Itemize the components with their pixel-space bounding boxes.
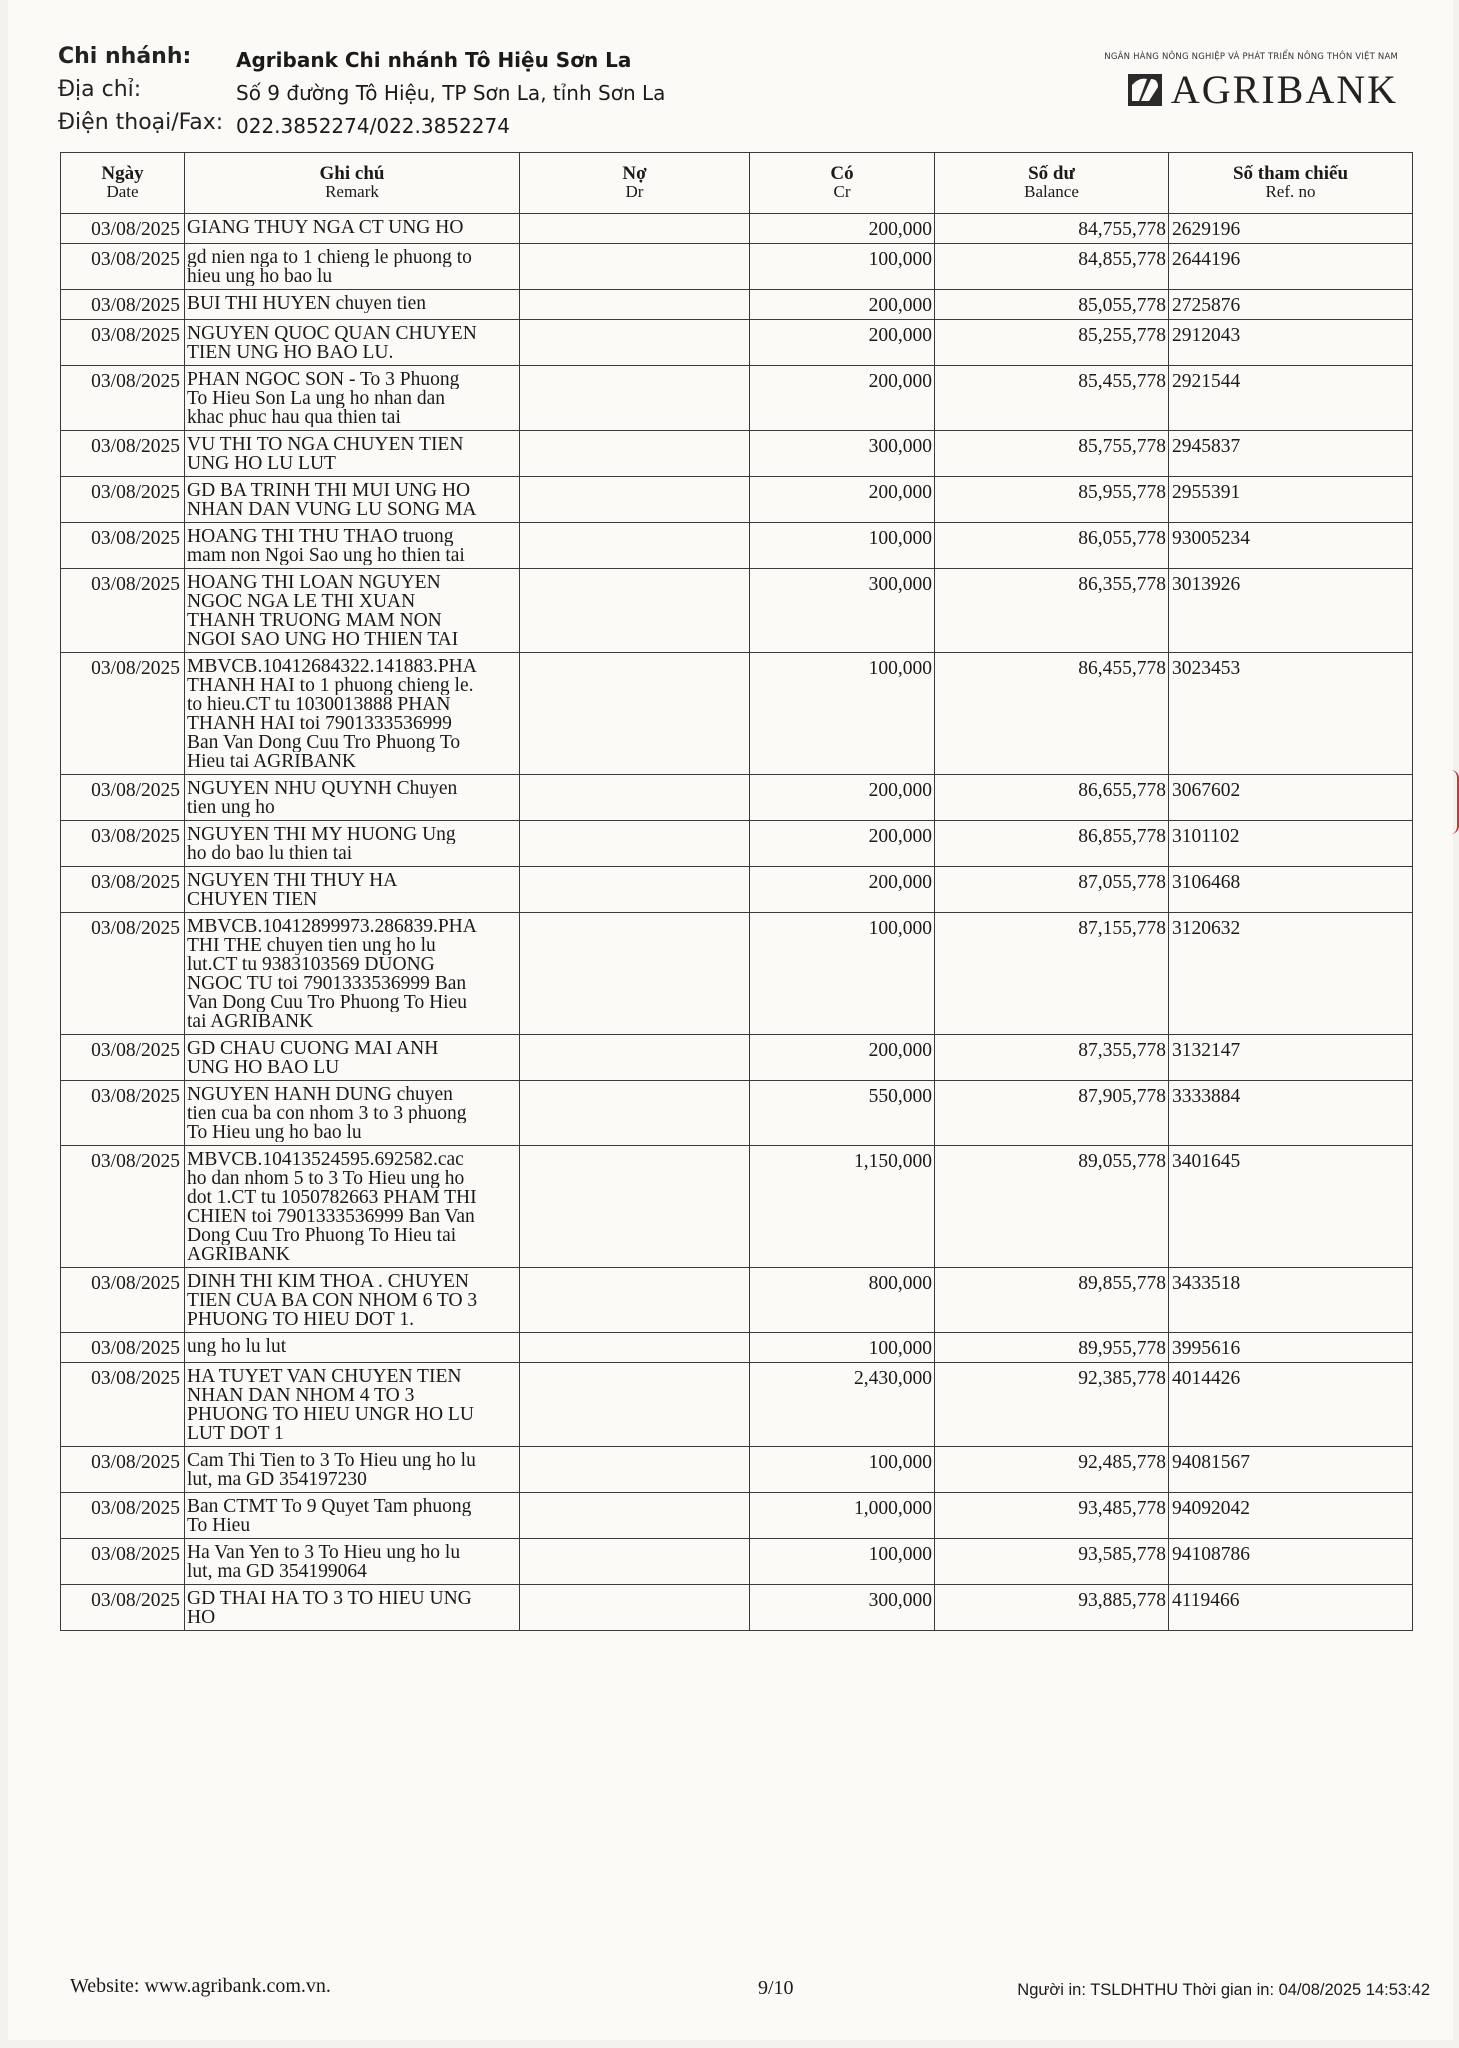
cell-dr <box>520 775 750 821</box>
cell-remark <box>185 431 520 477</box>
cell-date: 03/08/2025 <box>61 477 185 523</box>
cell-dr <box>520 913 750 1035</box>
remark-line: Cam Thi Tien to 3 To Hieu ung ho lu <box>187 1451 476 1470</box>
cell-dr <box>520 1035 750 1081</box>
cell-date: 03/08/2025 <box>61 431 185 477</box>
branch-value: Agribank Chi nhánh Tô Hiệu Sơn La <box>236 48 632 72</box>
cell-dr <box>520 1585 750 1631</box>
cell-dr <box>520 1081 750 1146</box>
header-values <box>236 48 665 147</box>
remark-line: NHAN DAN NHOM 4 TO 3 <box>187 1386 415 1405</box>
cell-remark <box>185 290 520 320</box>
cell-balance: 87,155,778 <box>935 913 1169 1035</box>
cell-remark <box>185 214 520 244</box>
cell-date: 03/08/2025 <box>61 214 185 244</box>
table-row <box>61 214 1413 244</box>
cell-cr: 200,000 <box>750 477 935 523</box>
cell-remark <box>185 1493 520 1539</box>
cell-dr <box>520 1539 750 1585</box>
cell-dr <box>520 1363 750 1447</box>
table-row <box>61 523 1413 569</box>
remark-line: THANH HAI to 1 phuong chieng le. <box>187 676 474 695</box>
table-row <box>61 1146 1413 1268</box>
remark-line: lut.CT tu 9383103569 DUONG <box>187 955 435 974</box>
cell-dr <box>520 244 750 290</box>
cell-dr <box>520 1146 750 1268</box>
cell-remark <box>185 1363 520 1447</box>
remark-line: THANH HAI toi 7901333536999 <box>187 714 452 733</box>
remark-line: MBVCB.10412899973.286839.PHA <box>187 917 477 936</box>
agribank-logo-icon <box>1127 73 1163 107</box>
remark-line: NGUYEN QUOC QUAN CHUYEN <box>187 324 477 343</box>
cell-dr <box>520 1333 750 1363</box>
cell-ref: 3333884 <box>1169 1081 1413 1146</box>
cell-dr <box>520 653 750 775</box>
branch-label: Chi nhánh: <box>58 44 192 69</box>
table-row <box>61 477 1413 523</box>
cell-cr: 300,000 <box>750 569 935 653</box>
cell-cr: 1,000,000 <box>750 1493 935 1539</box>
table-row <box>61 1333 1413 1363</box>
cell-ref: 2725876 <box>1169 290 1413 320</box>
table-header-row <box>61 153 1413 214</box>
remark-line: HO <box>187 1608 216 1627</box>
cell-dr <box>520 320 750 366</box>
cell-dr <box>520 214 750 244</box>
cell-balance: 85,455,778 <box>935 366 1169 431</box>
remark-line: CHIEN toi 7901333536999 Ban Van <box>187 1207 475 1226</box>
cell-cr: 300,000 <box>750 1585 935 1631</box>
cell-dr <box>520 821 750 867</box>
remark-line: TIEN CUA BA CON NHOM 6 TO 3 <box>187 1291 478 1310</box>
remark-line: UNG HO LU LUT <box>187 454 336 473</box>
cell-remark <box>185 1035 520 1081</box>
remark-line: Ha Van Yen to 3 To Hieu ung ho lu <box>187 1543 461 1562</box>
remark-line: ung ho lu lut <box>187 1337 287 1356</box>
remark-line: NGOC TU toi 7901333536999 Ban <box>187 974 467 993</box>
remark-line: MBVCB.10412684322.141883.PHA <box>187 657 477 676</box>
address-value: Số 9 đường Tô Hiệu, TP Sơn La, tỉnh Sơn La <box>236 81 666 105</box>
cell-balance: 89,055,778 <box>935 1146 1169 1268</box>
remark-line: NHAN DAN VUNG LU SONG MA <box>187 500 477 519</box>
cell-remark <box>185 775 520 821</box>
cell-date: 03/08/2025 <box>61 1363 185 1447</box>
cell-date: 03/08/2025 <box>61 1268 185 1333</box>
remark-line: to hieu.CT tu 1030013888 PHAN <box>187 695 451 714</box>
cell-date: 03/08/2025 <box>61 821 185 867</box>
cell-ref: 3013926 <box>1169 569 1413 653</box>
cell-cr: 100,000 <box>750 523 935 569</box>
statement-page <box>8 0 1453 2040</box>
cell-cr: 200,000 <box>750 867 935 913</box>
remark-line: LUT DOT 1 <box>187 1424 284 1443</box>
cell-date: 03/08/2025 <box>61 320 185 366</box>
cell-balance: 86,055,778 <box>935 523 1169 569</box>
remark-line: MBVCB.10413524595.692582.cac <box>187 1150 464 1169</box>
cell-cr: 800,000 <box>750 1268 935 1333</box>
cell-remark <box>185 1539 520 1585</box>
col-balance-header: Số dư Balance <box>935 153 1169 214</box>
col-dr-header: Nợ Dr <box>520 153 750 214</box>
cell-date: 03/08/2025 <box>61 867 185 913</box>
cell-ref: 3023453 <box>1169 653 1413 775</box>
cell-ref: 3106468 <box>1169 867 1413 913</box>
cell-balance: 86,455,778 <box>935 653 1169 775</box>
cell-date: 03/08/2025 <box>61 1035 185 1081</box>
red-pen-mark <box>1451 770 1459 834</box>
remark-line: HOANG THI THU THAO truong <box>187 527 454 546</box>
remark-line: hieu ung ho bao lu <box>187 267 333 286</box>
remark-line: NGOC NGA LE THI XUAN <box>187 592 416 611</box>
cell-remark <box>185 477 520 523</box>
table-row <box>61 320 1413 366</box>
cell-cr: 550,000 <box>750 1081 935 1146</box>
cell-date: 03/08/2025 <box>61 244 185 290</box>
cell-dr <box>520 431 750 477</box>
cell-cr: 2,430,000 <box>750 1363 935 1447</box>
col-remark-header: Ghi chú Remark <box>185 153 520 214</box>
cell-date: 03/08/2025 <box>61 569 185 653</box>
page-number: 9/10 <box>758 1977 794 1999</box>
cell-cr: 200,000 <box>750 320 935 366</box>
cell-remark <box>185 913 520 1035</box>
cell-cr: 200,000 <box>750 214 935 244</box>
cell-ref: 2912043 <box>1169 320 1413 366</box>
col-cr-header: Có Cr <box>750 153 935 214</box>
remark-line: GD THAI HA TO 3 TO HIEU UNG <box>187 1589 472 1608</box>
remark-line: PHAN NGOC SON - To 3 Phuong <box>187 370 460 389</box>
cell-balance: 86,655,778 <box>935 775 1169 821</box>
table-row <box>61 431 1413 477</box>
brand-tagline: NGÂN HÀNG NÔNG NGHIỆP VÀ PHÁT TRIỂN NÔNG THÔN VIỆT NAM <box>1104 52 1398 62</box>
cell-remark <box>185 569 520 653</box>
table-row <box>61 1035 1413 1081</box>
cell-dr <box>520 1447 750 1493</box>
cell-dr <box>520 290 750 320</box>
cell-balance: 87,055,778 <box>935 867 1169 913</box>
remark-line: DINH THI KIM THOA . CHUYEN <box>187 1272 470 1291</box>
remark-line: tien cua ba con nhom 3 to 3 phuong <box>187 1104 467 1123</box>
cell-cr: 100,000 <box>750 913 935 1035</box>
remark-line: NGUYEN NHU QUYNH Chuyen <box>187 779 458 798</box>
cell-balance: 85,055,778 <box>935 290 1169 320</box>
cell-date: 03/08/2025 <box>61 1447 185 1493</box>
remark-line: dot 1.CT tu 1050782663 PHAM THI <box>187 1188 477 1207</box>
cell-date: 03/08/2025 <box>61 653 185 775</box>
remark-line: lut, ma GD 354199064 <box>187 1562 367 1581</box>
cell-ref: 4014426 <box>1169 1363 1413 1447</box>
cell-remark <box>185 320 520 366</box>
remark-line: THI THE chuyen tien ung ho lu <box>187 936 436 955</box>
print-info: Người in: TSLDHTHU Thời gian in: 04/08/2025 14:53:42 <box>1017 1981 1430 1999</box>
cell-date: 03/08/2025 <box>61 1146 185 1268</box>
cell-dr <box>520 867 750 913</box>
cell-balance: 93,585,778 <box>935 1539 1169 1585</box>
remark-line: NGUYEN THI THUY HA <box>187 871 398 890</box>
table-row <box>61 366 1413 431</box>
cell-dr <box>520 366 750 431</box>
cell-ref: 3101102 <box>1169 821 1413 867</box>
cell-date: 03/08/2025 <box>61 1539 185 1585</box>
cell-balance: 87,355,778 <box>935 1035 1169 1081</box>
cell-remark <box>185 867 520 913</box>
phone-label: Điện thoại/Fax: <box>58 110 224 135</box>
cell-remark <box>185 653 520 775</box>
table-row <box>61 1447 1413 1493</box>
cell-cr: 200,000 <box>750 366 935 431</box>
cell-ref: 94092042 <box>1169 1493 1413 1539</box>
cell-balance: 85,255,778 <box>935 320 1169 366</box>
remark-line: Hieu tai AGRIBANK <box>187 752 356 771</box>
cell-date: 03/08/2025 <box>61 1493 185 1539</box>
remark-line: ho dan nhom 5 to 3 To Hieu ung ho <box>187 1169 465 1188</box>
table-row <box>61 653 1413 775</box>
cell-remark <box>185 1585 520 1631</box>
remark-line: HOANG THI LOAN NGUYEN <box>187 573 441 592</box>
header-labels <box>58 44 223 143</box>
cell-remark <box>185 1447 520 1493</box>
cell-ref: 93005234 <box>1169 523 1413 569</box>
brand-name: AGRIBANK <box>1170 67 1398 112</box>
table-row <box>61 1268 1413 1333</box>
remark-line: GIANG THUY NGA CT UNG HO <box>187 218 464 237</box>
remark-line: PHUONG TO HIEU DOT 1. <box>187 1310 414 1329</box>
cell-balance: 92,485,778 <box>935 1447 1169 1493</box>
cell-date: 03/08/2025 <box>61 1081 185 1146</box>
cell-remark <box>185 1268 520 1333</box>
cell-cr: 200,000 <box>750 775 935 821</box>
table-row <box>61 1585 1413 1631</box>
cell-remark <box>185 366 520 431</box>
cell-ref: 4119466 <box>1169 1585 1413 1631</box>
cell-ref: 3120632 <box>1169 913 1413 1035</box>
cell-ref: 2921544 <box>1169 366 1413 431</box>
cell-cr: 1,150,000 <box>750 1146 935 1268</box>
cell-ref: 2629196 <box>1169 214 1413 244</box>
cell-cr: 100,000 <box>750 1333 935 1363</box>
remark-line: AGRIBANK <box>187 1245 290 1264</box>
table-row <box>61 290 1413 320</box>
table-row <box>61 1363 1413 1447</box>
cell-remark <box>185 1333 520 1363</box>
remark-line: PHUONG TO HIEU UNGR HO LU <box>187 1405 474 1424</box>
table-row <box>61 913 1413 1035</box>
cell-ref: 3132147 <box>1169 1035 1413 1081</box>
remark-line: HA TUYET VAN CHUYEN TIEN <box>187 1367 462 1386</box>
cell-cr: 100,000 <box>750 1539 935 1585</box>
remark-line: To Hieu ung ho bao lu <box>187 1123 362 1142</box>
remark-line: VU THI TO NGA CHUYEN TIEN <box>187 435 464 454</box>
remark-line: THANH TRUONG MAM NON <box>187 611 442 630</box>
remark-line: Ban CTMT To 9 Quyet Tam phuong <box>187 1497 472 1516</box>
cell-ref: 3067602 <box>1169 775 1413 821</box>
remark-line: Ban Van Dong Cuu Tro Phuong To <box>187 733 461 752</box>
cell-ref: 94081567 <box>1169 1447 1413 1493</box>
remark-line: TIEN UNG HO BAO LU. <box>187 343 394 362</box>
cell-remark <box>185 1081 520 1146</box>
remark-line: khac phuc hau qua thien tai <box>187 408 401 427</box>
remark-line: BUI THI HUYEN chuyen tien <box>187 294 427 313</box>
cell-date: 03/08/2025 <box>61 290 185 320</box>
cell-balance: 85,755,778 <box>935 431 1169 477</box>
table-row <box>61 821 1413 867</box>
table-row <box>61 1081 1413 1146</box>
cell-balance: 85,955,778 <box>935 477 1169 523</box>
cell-balance: 87,905,778 <box>935 1081 1169 1146</box>
remark-line: NGOI SAO UNG HO THIEN TAI <box>187 630 459 649</box>
cell-date: 03/08/2025 <box>61 1585 185 1631</box>
remark-line: Dong Cuu Tro Phuong To Hieu tai <box>187 1226 457 1245</box>
remark-line: tai AGRIBANK <box>187 1012 314 1031</box>
cell-dr <box>520 1493 750 1539</box>
cell-balance: 93,485,778 <box>935 1493 1169 1539</box>
remark-line: CHUYEN TIEN <box>187 890 318 909</box>
remark-line: To Hieu Son La ung ho nhan dan <box>187 389 446 408</box>
cell-balance: 92,385,778 <box>935 1363 1169 1447</box>
cell-dr <box>520 477 750 523</box>
cell-remark <box>185 821 520 867</box>
col-date-header: Ngày Date <box>61 153 185 214</box>
cell-balance: 89,855,778 <box>935 1268 1169 1333</box>
cell-remark <box>185 244 520 290</box>
cell-ref: 2945837 <box>1169 431 1413 477</box>
cell-cr: 100,000 <box>750 1447 935 1493</box>
cell-date: 03/08/2025 <box>61 775 185 821</box>
cell-balance: 84,855,778 <box>935 244 1169 290</box>
remark-line: ho do bao lu thien tai <box>187 844 353 863</box>
remark-line: gd nien nga to 1 chieng le phuong to <box>187 248 472 267</box>
table-row <box>61 867 1413 913</box>
cell-date: 03/08/2025 <box>61 913 185 1035</box>
remark-line: lut, ma GD 354197230 <box>187 1470 367 1489</box>
transaction-table <box>60 152 1413 1631</box>
remark-line: To Hieu <box>187 1516 251 1535</box>
table-row <box>61 569 1413 653</box>
cell-dr <box>520 569 750 653</box>
cell-balance: 84,755,778 <box>935 214 1169 244</box>
cell-ref: 3401645 <box>1169 1146 1413 1268</box>
phone-value: 022.3852274/022.3852274 <box>236 114 510 138</box>
remark-line: mam non Ngoi Sao ung ho thien tai <box>187 546 465 565</box>
remark-line: Van Dong Cuu Tro Phuong To Hieu <box>187 993 467 1012</box>
remark-line: tien ung ho <box>187 798 275 817</box>
cell-date: 03/08/2025 <box>61 1333 185 1363</box>
cell-ref: 3433518 <box>1169 1268 1413 1333</box>
cell-dr <box>520 1268 750 1333</box>
cell-balance: 89,955,778 <box>935 1333 1169 1363</box>
cell-balance: 93,885,778 <box>935 1585 1169 1631</box>
cell-cr: 200,000 <box>750 290 935 320</box>
table-row <box>61 775 1413 821</box>
brand-block <box>1078 52 1398 110</box>
cell-cr: 200,000 <box>750 821 935 867</box>
cell-remark <box>185 1146 520 1268</box>
remark-line: NGUYEN HANH DUNG chuyen <box>187 1085 453 1104</box>
col-ref-header: Số tham chiếu Ref. no <box>1169 153 1413 214</box>
table-row <box>61 1493 1413 1539</box>
cell-cr: 200,000 <box>750 1035 935 1081</box>
cell-ref: 2644196 <box>1169 244 1413 290</box>
table-row <box>61 1539 1413 1585</box>
cell-balance: 86,855,778 <box>935 821 1169 867</box>
cell-dr <box>520 523 750 569</box>
cell-ref: 94108786 <box>1169 1539 1413 1585</box>
remark-line: UNG HO BAO LU <box>187 1058 340 1077</box>
remark-line: NGUYEN THI MY HUONG Ung <box>187 825 456 844</box>
cell-balance: 86,355,778 <box>935 569 1169 653</box>
cell-remark <box>185 523 520 569</box>
cell-cr: 300,000 <box>750 431 935 477</box>
cell-date: 03/08/2025 <box>61 366 185 431</box>
table-row <box>61 244 1413 290</box>
cell-cr: 100,000 <box>750 653 935 775</box>
address-label: Địa chỉ: <box>58 77 142 102</box>
footer-website: Website: www.agribank.com.vn. <box>70 1975 331 1997</box>
cell-ref: 2955391 <box>1169 477 1413 523</box>
cell-cr: 100,000 <box>750 244 935 290</box>
remark-line: GD CHAU CUONG MAI ANH <box>187 1039 439 1058</box>
cell-ref: 3995616 <box>1169 1333 1413 1363</box>
cell-date: 03/08/2025 <box>61 523 185 569</box>
remark-line: GD BA TRINH THI MUI UNG HO <box>187 481 471 500</box>
